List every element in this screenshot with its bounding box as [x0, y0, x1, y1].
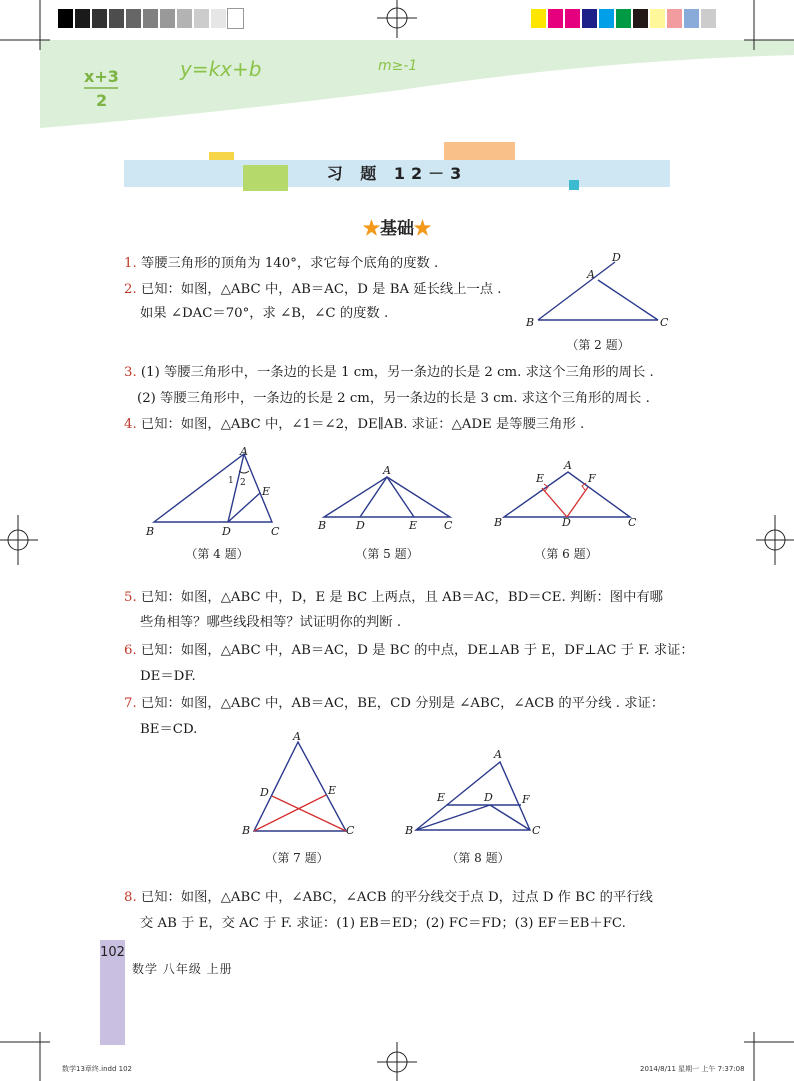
caption-fig-4: （第 4 题）: [185, 547, 249, 561]
label-a: A: [383, 464, 391, 477]
label-a: A: [494, 748, 502, 761]
caption-fig-7: （第 7 题）: [265, 851, 329, 865]
label-e: E: [536, 472, 545, 485]
label-b: B: [494, 516, 503, 529]
label-f: F: [522, 793, 530, 806]
label-d: D: [356, 519, 365, 532]
caption-fig-2: （第 2 题）: [566, 338, 630, 352]
formula-denominator: 2: [96, 91, 108, 110]
problem-8-line-2: 交 AB 于 E，交 AC 于 F. 求证：(1) EB＝ED；(2) FC＝FD；(3) EF＝EB＋FC.: [140, 916, 626, 931]
label-c: C: [660, 316, 669, 329]
problem-8: 8. 已知：如图，△ABC 中，∠ABC，∠ACB 的平分线交于点 D，过点 D 作 BC 的平行线: [124, 890, 653, 905]
label-angle-1: 1: [228, 476, 234, 486]
label-f: F: [588, 472, 596, 485]
date-slug: 2014/8/11 星期一 上午 7:37:08: [640, 1065, 745, 1073]
problem-6: 6. 已知：如图，△ABC 中，AB＝AC，D 是 BC 的中点，DE⊥AB 于 E，DF⊥AC 于 F. 求证：: [124, 643, 694, 658]
label-c: C: [346, 824, 355, 837]
problem-5: 5. 已知：如图，△ABC 中，D，E 是 BC 上两点，且 AB＝AC，BD＝CE. 判断：图中有哪: [124, 590, 663, 605]
label-d: D: [562, 516, 571, 529]
label-d: D: [612, 251, 621, 264]
label-e: E: [328, 784, 337, 797]
formula-linear: y=kx+b: [180, 57, 262, 81]
figure-2: [520, 250, 680, 335]
problem-1: 1. 等腰三角形的顶角为 140°，求它每个底角的度数 .: [124, 256, 439, 271]
label-d: D: [484, 791, 493, 804]
formula-numerator: x+3: [84, 67, 119, 86]
label-d: D: [222, 525, 231, 538]
page-title: 习 题 12－3: [326, 164, 468, 183]
section-label: 基础: [380, 219, 414, 239]
figure-8: [402, 742, 552, 840]
problem-3-line-2: (2) 等腰三角形中，一条边的长是 2 cm，另一条边的长是 3 cm. 求这个三角形的周长 .: [137, 391, 650, 406]
label-b: B: [146, 525, 155, 538]
problem-3: 3. (1) 等腰三角形中，一条边的长是 1 cm，另一条边的长是 2 cm. 求这个三角形的周长 .: [124, 365, 654, 380]
label-b: B: [526, 316, 535, 329]
problem-4: 4. 已知：如图，△ABC 中，∠1＝∠2，DE∥AB. 求证：△ADE 是等腰三角形 .: [124, 417, 585, 432]
book-title: 数学 八年级 上册: [132, 962, 233, 976]
label-b: B: [405, 824, 414, 837]
problem-5-line-2: 些角相等？哪些线段相等？试证明你的判断 .: [140, 615, 402, 630]
label-a: A: [587, 268, 595, 281]
problem-2-line-2: 如果 ∠DAC＝70°，求 ∠B，∠C 的度数 .: [140, 306, 389, 321]
label-c: C: [444, 519, 453, 532]
side-registration-marks: [0, 510, 794, 570]
problem-7-line-2: BE＝CD.: [140, 722, 198, 737]
label-c: C: [628, 516, 637, 529]
section-heading: [0, 214, 794, 239]
label-e: E: [437, 791, 446, 804]
label-a: A: [240, 445, 248, 458]
problem-7: 7. 已知：如图，△ABC 中，AB＝AC，BE，CD 分别是 ∠ABC，∠ACB 的平分线 . 求证：: [124, 696, 665, 711]
formula-inequality: m≥-1: [378, 58, 418, 74]
sticker-orange: [444, 142, 515, 160]
label-d: D: [260, 786, 269, 799]
caption-fig-6: （第 6 题）: [534, 547, 598, 561]
figure-7: [238, 728, 363, 840]
label-b: B: [242, 824, 251, 837]
label-e: E: [262, 485, 271, 498]
label-c: C: [271, 525, 280, 538]
problem-6-line-2: DE＝DF.: [140, 669, 196, 684]
star-icon: ★: [414, 219, 431, 239]
label-b: B: [318, 519, 327, 532]
problem-2: 2. 已知：如图，△ABC 中，AB＝AC，D 是 BA 延长线上一点 .: [124, 282, 502, 297]
label-a: A: [293, 730, 301, 743]
label-angle-2: 2: [240, 478, 246, 488]
label-e: E: [409, 519, 418, 532]
caption-fig-8: （第 8 题）: [446, 851, 510, 865]
page-number: 102: [100, 945, 125, 960]
caption-fig-5: （第 5 题）: [355, 547, 419, 561]
file-slug: 数学13章终.indd 102: [62, 1065, 132, 1073]
label-c: C: [532, 824, 541, 837]
star-icon: ★: [363, 219, 380, 239]
label-a: A: [564, 459, 572, 472]
